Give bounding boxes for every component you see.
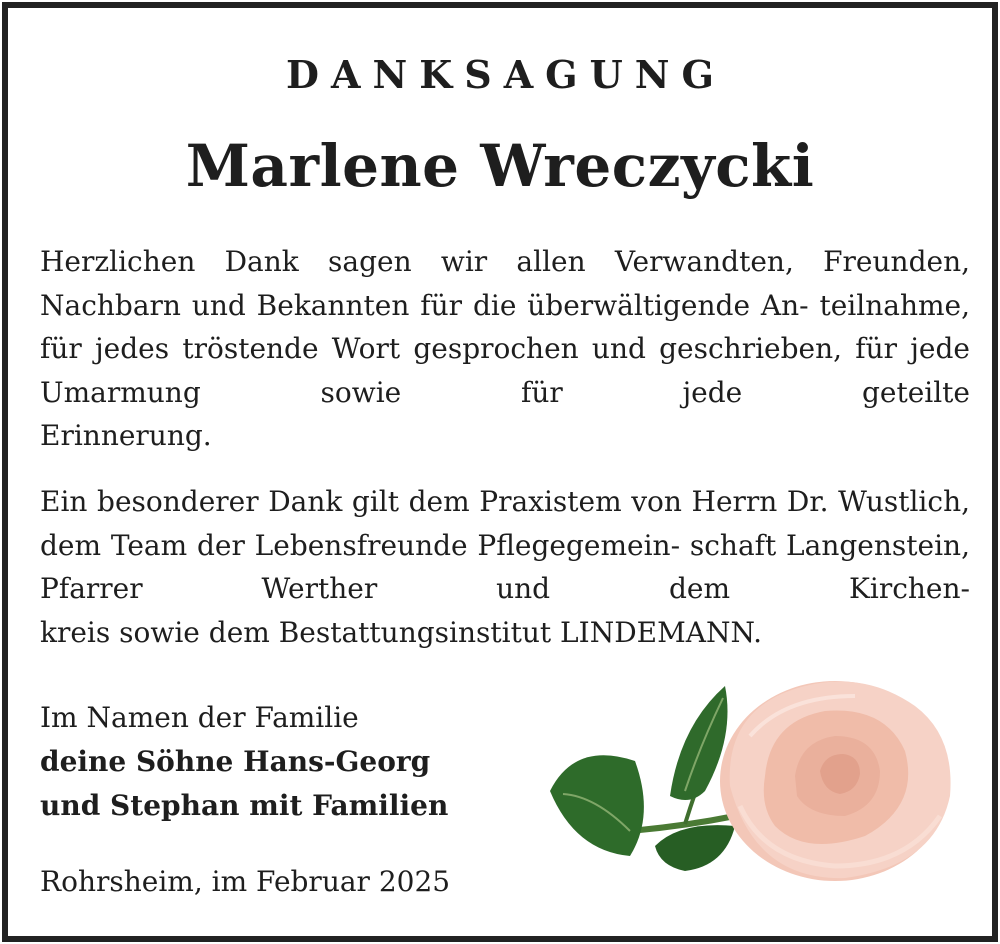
paragraph-line: Nachbarn und Bekannten für die überwältigende An- — [40, 288, 809, 322]
paragraph-line: Ein besonderer Dank gilt dem Praxistem von Herrn Dr. — [40, 485, 829, 518]
notice-heading: DANKSAGUNG — [286, 52, 726, 97]
paragraph-line: kreis sowie dem Bestattungsinstitut LINDEMANN. — [40, 615, 763, 649]
rose-icon — [535, 666, 975, 896]
thanks-paragraph — [40, 240, 970, 458]
signature-line: deine Söhne Hans-Georg — [40, 745, 431, 778]
special-thanks-paragraph — [40, 480, 970, 654]
deceased-name: Marlene Wreczycki — [185, 132, 815, 200]
paragraph-line: Wustlich, dem Team der Lebensfreunde Pflegegemein- — [40, 485, 970, 562]
signature-intro: Im Namen der Familie — [40, 701, 359, 734]
paragraph-line: Herzlichen Dank sagen wir allen Verwandten, Freunden, — [40, 245, 970, 278]
signature-block — [40, 696, 448, 828]
paragraph-line: geschrieben, für jede Umarmung sowie für jede geteilte — [40, 332, 970, 409]
place-date: Rohrsheim, im Februar 2025 — [40, 865, 451, 898]
paragraph-line: schaft Langenstein, Pfarrer Werther und dem Kirchen- — [40, 528, 970, 606]
paragraph-line: Erinnerung. — [40, 419, 212, 453]
paragraph-line: teilnahme, für jedes tröstende Wort gesprochen und — [40, 288, 970, 366]
signature-line: und Stephan mit Familien — [40, 789, 449, 822]
